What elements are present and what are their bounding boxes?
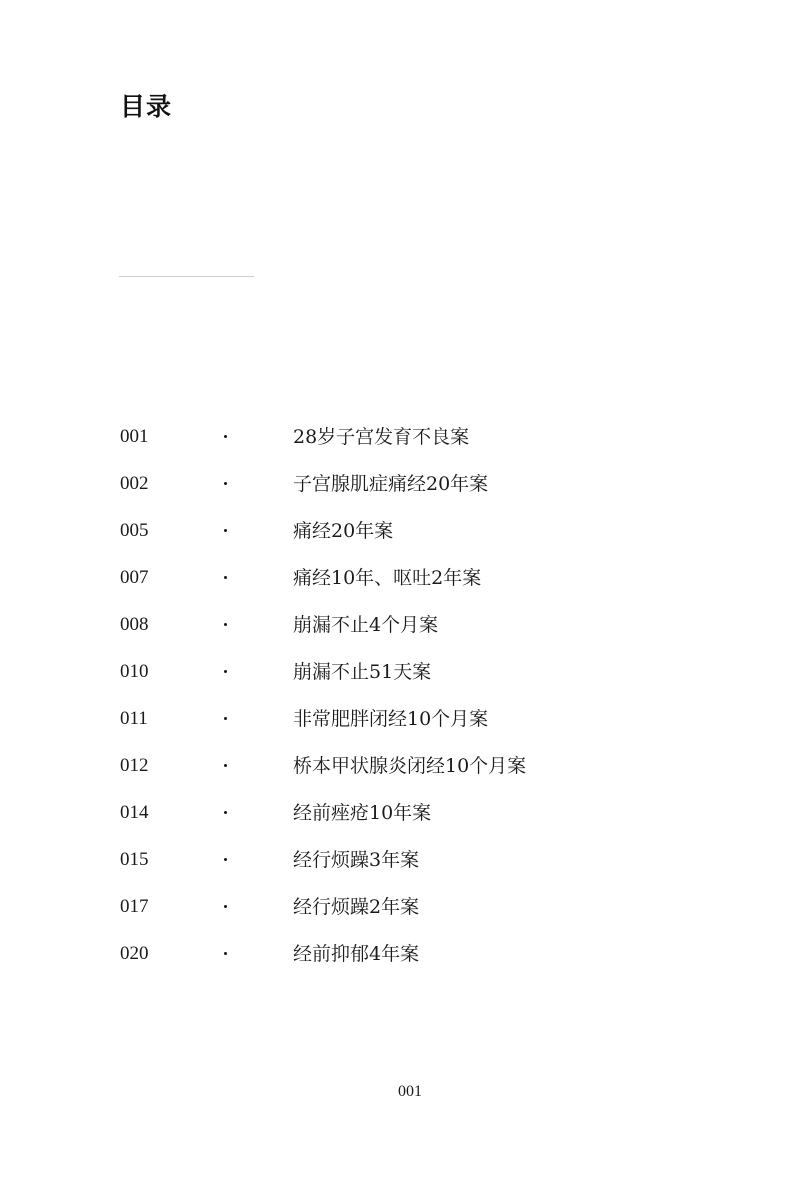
toc-entry[interactable] — [0, 652, 800, 699]
toc-page-number: 015 — [120, 849, 149, 870]
toc-entry-title: 痛经20年案 — [293, 520, 394, 542]
toc-entry[interactable] — [0, 887, 800, 934]
bullet-dot-icon — [224, 670, 227, 673]
toc-entry[interactable] — [0, 746, 800, 793]
bullet-dot-icon — [224, 811, 227, 814]
toc-entry[interactable] — [0, 699, 800, 746]
toc-entry-title: 子宫腺肌症痛经20年案 — [293, 473, 489, 495]
toc-entry-title: 28岁子宫发育不良案 — [293, 426, 470, 448]
toc-entry[interactable] — [0, 417, 800, 464]
bullet-dot-icon — [224, 623, 227, 626]
toc-page-number: 014 — [120, 802, 149, 823]
toc-page-number: 001 — [120, 426, 149, 447]
toc-entry[interactable] — [0, 464, 800, 511]
toc-page-number: 002 — [120, 473, 149, 494]
toc-entry-title: 经前痤疮10年案 — [293, 802, 432, 824]
toc-page-number: 005 — [120, 520, 149, 541]
bullet-dot-icon — [224, 764, 227, 767]
table-of-contents — [0, 417, 800, 981]
toc-entry-title: 经行烦躁2年案 — [293, 896, 420, 918]
toc-page-number: 010 — [120, 661, 149, 682]
bullet-dot-icon — [224, 529, 227, 532]
bullet-dot-icon — [224, 858, 227, 861]
title-divider — [119, 276, 254, 277]
bullet-dot-icon — [224, 952, 227, 955]
toc-page-number: 012 — [120, 755, 149, 776]
toc-page-number: 020 — [120, 943, 149, 964]
bullet-dot-icon — [224, 717, 227, 720]
toc-page-number: 008 — [120, 614, 149, 635]
toc-page-number: 017 — [120, 896, 149, 917]
toc-entry[interactable] — [0, 511, 800, 558]
toc-page-number: 007 — [120, 567, 149, 588]
bullet-dot-icon — [224, 482, 227, 485]
toc-entry[interactable] — [0, 793, 800, 840]
bullet-dot-icon — [224, 435, 227, 438]
toc-entry-title: 崩漏不止51天案 — [293, 661, 432, 683]
bullet-dot-icon — [224, 905, 227, 908]
toc-entry-title: 经行烦躁3年案 — [293, 849, 420, 871]
toc-entry-title: 非常肥胖闭经10个月案 — [293, 708, 489, 730]
toc-page-number: 011 — [120, 708, 148, 729]
toc-entry[interactable] — [0, 558, 800, 605]
bullet-dot-icon — [224, 576, 227, 579]
page-title: 目录 — [120, 92, 173, 121]
toc-entry-title: 痛经10年、呕吐2年案 — [293, 567, 482, 589]
toc-entry-title: 桥本甲状腺炎闭经10个月案 — [293, 755, 527, 777]
toc-entry[interactable] — [0, 605, 800, 652]
toc-entry[interactable] — [0, 840, 800, 887]
page-number-footer: 001 — [398, 1083, 422, 1100]
toc-entry-title: 崩漏不止4个月案 — [293, 614, 439, 636]
toc-entry[interactable] — [0, 934, 800, 981]
toc-entry-title: 经前抑郁4年案 — [293, 943, 420, 965]
